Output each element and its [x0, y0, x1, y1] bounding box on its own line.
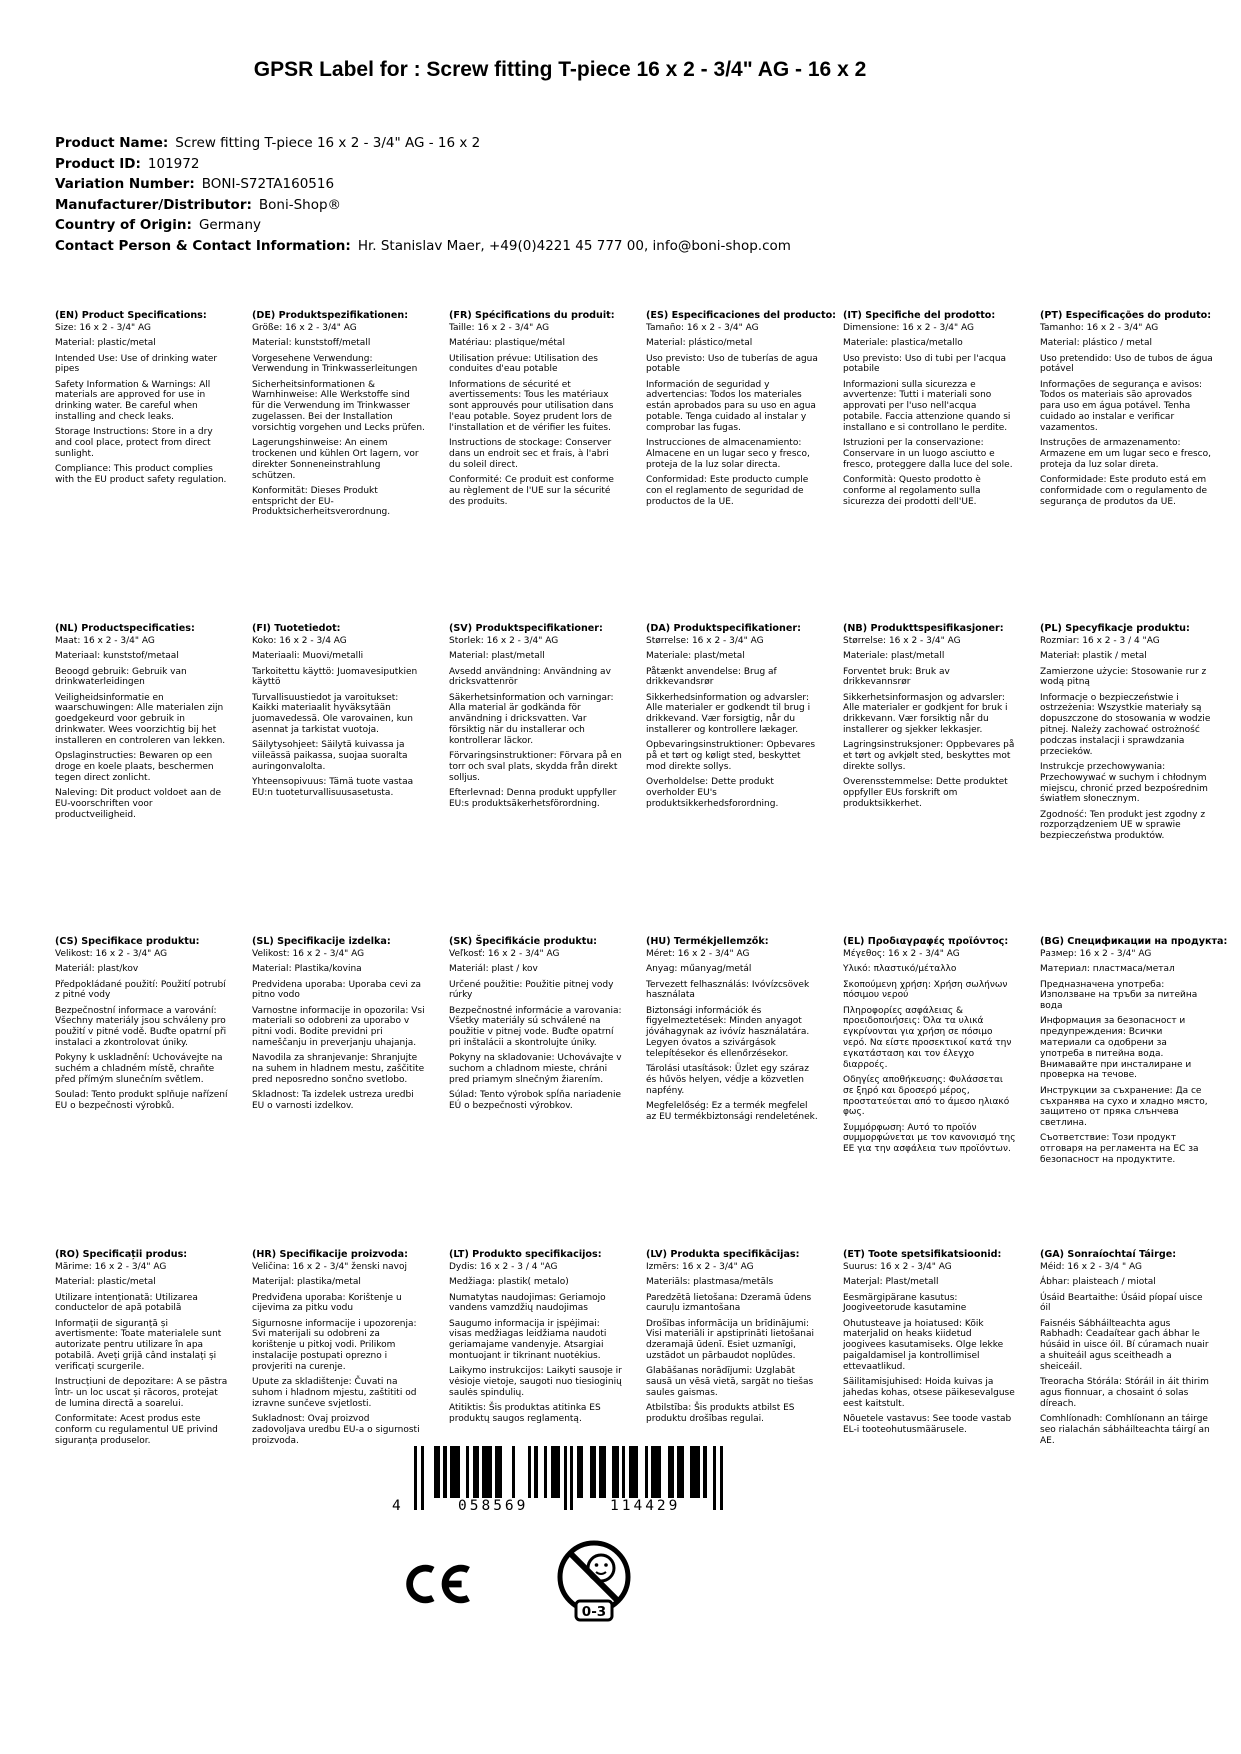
spec-paragraph: Materiale: plast/metall [843, 651, 945, 662]
spec-paragraph: Информация за безопасност и предупреждения: Всички материали са одобрени за употреба в питейна вода. Внимавайте при инсталиране и проверка на течове. [1040, 1016, 1192, 1081]
spec-paragraph: Material: Plastika/kovina [252, 964, 362, 975]
spec-block-heading: (IT) Specifiche del prodotto: [843, 310, 996, 321]
spec-paragraph: Sikkerhedsinformation og advarsler: Alle materialer er godkendt til brug i drikkevand. Vær forsigtig, når du installerer og kontrollere lækager. [646, 692, 811, 736]
spec-paragraph: Materjal: Plast/metall [843, 1277, 939, 1288]
spec-paragraph: Bezpečnostné informácie a varovania: Všetky materiály sú schválené na použitie v pitnej vode. Buďte opatrní pri inštalácii a skontrolujte úniky. [449, 1005, 622, 1049]
spec-block-heading: (EL) Προδιαγραφές προϊόντος: [843, 936, 1009, 947]
spec-paragraph: Instruções de armazenamento: Armazene em um lugar seco e fresco, proteja da luz solar direta. [1040, 438, 1211, 470]
spec-paragraph: Υλικό: πλαστικό/μέταλλο [843, 964, 957, 975]
spec-paragraph: Размер: 16 x 2 - 3/4" AG [1040, 949, 1152, 959]
spec-paragraph: Ohutusteave ja hoiatused: Kõik materjalid on heaks kiidetud joogivees kasutamiseks. Olge lekke paigaldamisel ja kontrollimisel ettevaatlikud. [843, 1318, 1004, 1372]
spec-block-heading: (DE) Produktspezifikationen: [252, 310, 409, 321]
spec-paragraph: Materiál: plast / kov [449, 964, 538, 975]
spec-paragraph: Dimensione: 16 x 2 - 3/4" AG [843, 323, 974, 333]
spec-paragraph: Forventet bruk: Bruk av drikkevannsrør [843, 666, 950, 688]
spec-paragraph: Konformität: Dieses Produkt entspricht der EU-Produktsicherheitsverordnung. [252, 485, 391, 518]
spec-paragraph: Pokyny na skladovanie: Uchovávajte v suchom a chladnom mieste, chráni pred priamym slnečným žiarením. [449, 1053, 622, 1085]
spec-paragraph: Méid: 16 x 2 - 3/4 " AG [1040, 1262, 1142, 1272]
product-info-row [55, 215, 791, 236]
spec-paragraph: Conformitate: Acest produs este conform cu regulamentul UE privind siguranța produselor. [55, 1414, 218, 1446]
spec-paragraph: Avsedd användning: Användning av dricksvattenrör [449, 666, 611, 688]
page-title: GPSR Label for : Screw fitting T-piece 16 x 2 - 3/4" AG - 16 x 2 [253, 58, 867, 81]
spec-paragraph: Istruzioni per la conservazione: Conservare in un luogo asciutto e fresco, proteggere dalla luce del sole. [843, 438, 1013, 470]
spec-paragraph: Lagringsinstruksjoner: Oppbevares på et tørt og avkjølt sted, beskyttes mot direkte sollys. [843, 740, 1015, 772]
product-info-value: Germany [198, 217, 261, 233]
spec-block-heading: (FI) Tuotetiedot: [252, 623, 341, 634]
spec-paragraph: Materiál: plast/kov [55, 964, 139, 975]
ean-barcode [392, 1446, 732, 1526]
spec-paragraph: Materiaali: Muovi/metalli [252, 651, 364, 662]
spec-paragraph: Suurus: 16 x 2 - 3/4" AG [843, 1262, 952, 1272]
language-blocks-grid [55, 310, 1228, 1451]
spec-paragraph: Faisnéis Sábháilteachta agus Rabhadh: Ceadaítear gach ábhar le húsáid in uisce óil. Bí cúramach nuair a shuiteáil agus sceitheadh a sheiceáil. [1040, 1318, 1209, 1372]
spec-block-pl [1040, 623, 1213, 847]
spec-block-sl [252, 936, 425, 1116]
spec-paragraph: Material: plástico / metal [1040, 338, 1152, 349]
spec-paragraph: Πληροφορίες ασφάλειας & προειδοποιήσεις: Όλα τα υλικά εγκρίνονται για χρήση σε πόσιμο νερό. Να είστε προσεκτικοί κατά την εγκατάσταση και τον έλεγχο διαρροές. [843, 1005, 1012, 1070]
spec-paragraph: Tarkoitettu käyttö: Juomavesiputkien käyttö [252, 666, 418, 688]
spec-block-de [252, 310, 425, 523]
spec-block-heading: (LT) Produkto specifikacijos: [449, 1249, 602, 1260]
spec-block-es [646, 310, 837, 512]
spec-paragraph: Skladnost: Ta izdelek ustreza uredbi EU o varnosti izdelkov. [252, 1090, 414, 1112]
spec-block-heading: (ET) Toote spetsifikatsioonid: [843, 1249, 1002, 1260]
spec-block-ro [55, 1249, 228, 1451]
spec-block-nb [843, 623, 1016, 814]
spec-paragraph: Informazioni sulla sicurezza e avvertenze: Tutti i materiali sono approvati per l'uso nell'acqua potabile. Faccia attenzione quando si installano e si controllano le perdite. [843, 379, 1011, 433]
spec-paragraph: Rozmiar: 16 x 2 - 3 / 4 "AG [1040, 636, 1160, 646]
spec-block-heading: (BG) Спецификации на продукта: [1040, 936, 1228, 947]
spec-block-fi [252, 623, 425, 803]
spec-paragraph: Materijal: plastika/metal [252, 1277, 361, 1288]
spec-paragraph: Maat: 16 x 2 - 3/4" AG [55, 636, 155, 646]
spec-paragraph: Förvaringsinstruktioner: Förvara på en torr och sval plats, skydda från direkt solljus. [449, 751, 622, 783]
spec-block-lv [646, 1249, 819, 1429]
spec-paragraph: Materiale: plastica/metallo [843, 338, 963, 349]
spec-block-heading: (EN) Product Specifications: [55, 310, 207, 321]
spec-block-fr [449, 310, 622, 512]
spec-block-heading: (GA) Sonraíochtaí Táirge: [1040, 1249, 1177, 1260]
spec-block-da [646, 623, 819, 814]
spec-paragraph: Conformidade: Este produto está em conformidade com o regulamento de segurança de produtos da UE. [1040, 475, 1208, 507]
spec-paragraph: Storlek: 16 x 2 - 3/4" AG [449, 636, 559, 646]
spec-paragraph: Informações de segurança e avisos: Todos os materiais são aprovados para uso em água potável. Tenha cuidado ao instalar e verificar vazamentos. [1040, 379, 1203, 433]
spec-block-heading: (NL) Productspecificaties: [55, 623, 195, 634]
spec-block-hr [252, 1249, 425, 1451]
spec-paragraph: Koko: 16 x 2 - 3/4 AG [252, 636, 347, 646]
spec-paragraph: Uso previsto: Uso de tuberías de agua potable [646, 353, 818, 375]
barcode-prefix-digit: 4 [392, 1498, 401, 1514]
product-info-row [55, 174, 791, 195]
spec-paragraph: Overensstemmelse: Dette produktet oppfyller EUs forskrift om produktsikkerhet. [843, 777, 1008, 809]
barcode-group-1: 058569 [458, 1498, 529, 1514]
spec-paragraph: Sikkerhetsinformasjon og advarsler: Alle materialer er godkjent for bruk i drikkevann. Vær forsiktig når du installerer og sjekker lekkasjer. [843, 692, 1008, 736]
product-info-row [55, 195, 791, 216]
spec-paragraph: Materiāls: plastmasa/metāls [646, 1277, 774, 1288]
spec-block-nl [55, 623, 228, 825]
spec-paragraph: Größe: 16 x 2 - 3/4" AG [252, 323, 357, 333]
spec-paragraph: Materiał: plastik / metal [1040, 651, 1147, 662]
spec-paragraph: Instrukcje przechowywania: Przechowywać w suchym i chłodnym miejscu, chronić przed bezpośrednim światłem słonecznym. [1040, 761, 1208, 805]
spec-paragraph: Información de seguridad y advertencias: Todos los materiales están aprobados para su uso en agua potable. Tenga cuidado al instalar y comprobar las fugas. [646, 379, 816, 433]
spec-paragraph: Tamanho: 16 x 2 - 3/4" AG [1040, 323, 1159, 333]
spec-paragraph: Sukladnost: Ovaj proizvod zadovoljava uredbu EU-a o sigurnosti proizvoda. [252, 1414, 420, 1446]
spec-paragraph: Drošības informācija un brīdinājumi: Visi materiāli ir apstiprināti lietošanai dzeramajā ūdenī. Esiet uzmanīgi, uzstādot un pārbaudot noplūdes. [646, 1318, 814, 1362]
spec-block-ga [1040, 1249, 1213, 1451]
spec-paragraph: Určené použitie: Použitie pitnej vody rúrky [449, 979, 614, 1001]
spec-block-heading: (SL) Specifikacije izdelka: [252, 936, 391, 947]
spec-paragraph: Upute za skladištenje: Čuvati na suhom i hladnom mjestu, zaštititi od izravne sunčeve svjetlosti. [252, 1377, 417, 1409]
spec-paragraph: Οδηγίες αποθήκευσης: Φυλάσσεται σε ξηρό και δροσερό μέρος, προστατεύεται από το άμεσο ηλιακό φως. [843, 1074, 1010, 1118]
spec-paragraph: Předpokládané použití: Použití potrubí z pitné vody [55, 979, 226, 1001]
spec-paragraph: Intended Use: Use of drinking water pipes [55, 353, 218, 375]
spec-paragraph: Materiaal: kunststof/metaal [55, 651, 179, 662]
spec-paragraph: Инструкции за съхранение: Да се съхранява на сухо и хладно място, защитено от пряка слънчева светлина. [1040, 1085, 1208, 1129]
spec-paragraph: Beoogd gebruik: Gebruik van drinkwaterleidingen [55, 666, 187, 688]
spec-paragraph: Biztonsági információk és figyelmeztetések: Minden anyagot jóváhagynak az ivóvíz használatára. Legyen óvatos a szivárgások telepítésekor és ellenőrzésekor. [646, 1005, 810, 1059]
spec-block-lt [449, 1249, 622, 1429]
spec-paragraph: Eesmärgipärane kasutus: Joogiveetorude kasutamine [843, 1292, 967, 1314]
spec-paragraph: Matériau: plastique/métal [449, 338, 565, 349]
spec-paragraph: Utilisation prévue: Utilisation des conduites d'eau potable [449, 353, 598, 375]
spec-paragraph: Efterlevnad: Denna produkt uppfyller EU:s produktsäkerhetsförordning. [449, 788, 617, 809]
spec-paragraph: Úsáid Beartaithe: Úsáid píopaí uisce óil [1040, 1292, 1203, 1314]
spec-paragraph: Sigurnosne informacije i upozorenja: Svi materijali su odobreni za korištenje u pitkoj vodi. Prilikom instalacije postupati oprezno i provjeriti na curenje. [252, 1318, 417, 1372]
spec-paragraph: Veľkosť: 16 x 2 - 3/4" AG [449, 949, 560, 959]
spec-paragraph: Soulad: Tento produkt splňuje nařízení EU o bezpečnosti výrobků. [55, 1090, 228, 1112]
spec-paragraph: Atbilstība: Šis produkts atbilst ES produktu drošības regulai. [646, 1403, 795, 1425]
spec-block-cs [55, 936, 228, 1116]
barcode-digits [392, 1496, 724, 1514]
spec-block-heading: (DA) Produktspecifikationer: [646, 623, 801, 634]
spec-paragraph: Size: 16 x 2 - 3/4" AG [55, 323, 152, 333]
spec-paragraph: Súlad: Tento výrobok spĺňa nariadenie EÚ o bezpečnosti výrobkov. [449, 1090, 622, 1112]
spec-paragraph: Saugumo informacija ir įspėjimai: visas medžiagas leidžiama naudoti geriamajame vandenyje. Atsargiai montuojant ir tikrinant nuotėkius. [449, 1318, 607, 1362]
spec-paragraph: Vorgesehene Verwendung: Verwendung in Trinkwasserleitungen [252, 353, 418, 375]
barcode-group-2: 114429 [610, 1498, 681, 1514]
product-info-row [55, 133, 791, 154]
spec-paragraph: Predvidena uporaba: Uporaba cevi za pitno vodo [252, 979, 421, 1001]
spec-paragraph: Conformidad: Este producto cumple con el reglamento de seguridad de productos de la UE. [646, 475, 809, 507]
spec-paragraph: Compliance: This product complies with the EU product safety regulation. [55, 464, 227, 486]
spec-paragraph: Opslaginstructies: Bewaren op een droge en koele plaats, beschermen tegen direct zonlicht. [55, 751, 214, 783]
spec-paragraph: Varnostne informacije in opozorila: Vsi materiali so odobreni za uporabo v pitni vodi. Bodite previdni pri nameščanju in preverjanju uhajanja. [252, 1005, 425, 1049]
age-range-label: 0-3 [581, 1604, 607, 1620]
spec-paragraph: Съответствие: Този продукт отговаря на регламента на ЕС за безопасност на продуктите. [1040, 1133, 1199, 1166]
spec-block-el [843, 936, 1016, 1160]
spec-block-sv [449, 623, 622, 814]
spec-paragraph: Informații de siguranță și avertismente: Toate materialele sunt autorizate pentru utilizare în apa potabilă. Aveți grijă când instalați și verificați scurgerile. [55, 1318, 222, 1372]
spec-paragraph: Material: plastic/metal [55, 1277, 156, 1288]
spec-paragraph: Numatytas naudojimas: Geriamojo vandens vamzdžių naudojimas [449, 1292, 606, 1314]
product-info-label: Variation Number: [55, 176, 195, 192]
spec-paragraph: Naleving: Dit product voldoet aan de EU-voorschriften voor productveiligheid. [55, 788, 222, 820]
spec-block-heading: (HU) Termékjellemzők: [646, 936, 769, 947]
spec-paragraph: Material: plastic/metal [55, 338, 156, 349]
spec-paragraph: Izmērs: 16 x 2 - 3/4" AG [646, 1262, 754, 1272]
spec-paragraph: Størrelse: 16 x 2 - 3/4" AG [646, 636, 764, 646]
spec-paragraph: Συμμόρφωση: Αυτό το προϊόν συμμορφώνεται με τον κανονισμό της ΕΕ για την ασφάλεια των προϊόντων. [843, 1122, 1016, 1155]
spec-paragraph: Størrelse: 16 x 2 - 3/4" AG [843, 636, 961, 646]
spec-block-heading: (SV) Produktspecifikationer: [449, 623, 603, 634]
spec-paragraph: Σκοπούμενη χρήση: Χρήση σωλήνων πόσιμου νερού [843, 979, 1008, 1001]
spec-paragraph: Säilitamisjuhised: Hoida kuivas ja jahedas kohas, otsese päikesevalguse eest kaitstult. [843, 1377, 1015, 1409]
spec-paragraph: Material: plast/metall [449, 651, 545, 662]
spec-paragraph: Overholdelse: Dette produkt overholder EU's produktsikkerhedsforordning. [646, 777, 779, 809]
spec-block-heading: (FR) Spécifications du produit: [449, 310, 615, 321]
spec-block-heading: (PL) Specyfikacje produktu: [1040, 623, 1190, 634]
age-warning-0-3-icon [554, 1538, 634, 1626]
spec-paragraph: Uso pretendido: Uso de tubos de água potável [1040, 353, 1213, 375]
spec-paragraph: Uso previsto: Uso di tubi per l'acqua potabile [843, 353, 1007, 375]
spec-paragraph: Предназначена употреба: Използване на тръби за питейна вода [1040, 979, 1198, 1012]
spec-paragraph: Sicherheitsinformationen & Warnhinweise: Alle Werkstoffe sind für die Verwendung im Trinkwasser zugelassen. Bei der Installation vorsichtig vorgehen und Lecks prüfen. [252, 379, 425, 433]
product-info-label: Manufacturer/Distributor: [55, 196, 252, 213]
spec-block-heading: (PT) Especificações do produto: [1040, 310, 1212, 321]
spec-paragraph: Veličina: 16 x 2 - 3/4" ženski navoj [252, 1262, 408, 1272]
spec-paragraph: Storage Instructions: Store in a dry and cool place, protect from direct sunlight. [55, 427, 213, 459]
spec-block-et [843, 1249, 1016, 1440]
spec-paragraph: Megfelelőség: Ez a termék megfelel az EU termékbiztonsági rendeletének. [646, 1101, 818, 1122]
spec-paragraph: Veiligheidsinformatie en waarschuwingen: Alle materialen zijn goedgekeurd voor gebruik in drinkwater. Wees voorzichtig bij het installeren en controleren van lekken. [55, 692, 226, 746]
spec-block-it [843, 310, 1016, 512]
spec-paragraph: Påtænkt anvendelse: Brug af drikkevandsrør [646, 666, 777, 688]
product-info-value: Boni-Shop® [258, 196, 342, 213]
spec-paragraph: Материал: пластмаса/метал [1040, 964, 1175, 975]
spec-paragraph: Tervezett felhasználás: Ivóvízcsövek használata [646, 979, 810, 1001]
product-info-label: Product Name: [55, 135, 169, 151]
product-info-value: Screw fitting T-piece 16 x 2 - 3/4" AG - 16 x 2 [175, 135, 481, 151]
spec-paragraph: Pokyny k uskladnění: Uchovávejte na suchém a chladném místě, chraňte před přímým slunečním světlem. [55, 1053, 223, 1085]
spec-paragraph: Material: kunststoff/metall [252, 338, 371, 349]
spec-paragraph: Zgodność: Ten produkt jest zgodny z rozporządzeniem UE w sprawie bezpieczeństwa produktów. [1040, 809, 1206, 842]
spec-paragraph: Instructions de stockage: Conserver dans un endroit sec et frais, à l'abri du soleil direct. [449, 438, 612, 470]
product-info-value: Hr. Stanislav Maer, +49(0)4221 45 777 00, info@boni-shop.com [357, 237, 791, 254]
spec-paragraph: Yhteensopivuus: Tämä tuote vastaa EU:n tuoteturvallisuusasetusta. [252, 777, 414, 799]
product-info-value: 101972 [147, 155, 200, 172]
spec-block-heading: (ES) Especificaciones del producto: [646, 310, 837, 321]
spec-paragraph: Atitiktis: Šis produktas atitinka ES produktų saugos reglamentą. [449, 1403, 601, 1425]
spec-paragraph: Navodila za shranjevanje: Shranjujte na suhem in hladnem mestu, zaščitite pred neposredno sončno svetlobo. [252, 1053, 425, 1085]
spec-paragraph: Conformità: Questo prodotto è conforme al regolamento sulla sicurezza dei prodotti dell'UE. [843, 475, 981, 507]
product-info-label: Contact Person & Contact Information: [55, 237, 351, 254]
spec-paragraph: Säilytysohjeet: Säilytä kuivassa ja viileässä paikassa, suojaa suoralta auringonvalolta. [252, 740, 408, 772]
spec-paragraph: Turvallisuustiedot ja varoitukset: Kaikki materiaalit hyväksytään juomavedessä. Ole varovainen, kun asennat ja tarkistat vuotoja. [252, 692, 413, 736]
spec-paragraph: Paredzētā lietošana: Dzeramā ūdens cauruļu izmantošana [646, 1292, 812, 1314]
spec-paragraph: Instrucciones de almacenamiento: Almacene en un lugar seco y fresco, proteja de la luz solar directa. [646, 438, 810, 470]
spec-paragraph: Dydis: 16 x 2 - 3 / 4 "AG [449, 1262, 558, 1272]
spec-paragraph: Μέγεθος: 16 x 2 - 3/4" AG [843, 949, 960, 959]
product-info-label: Product ID: [55, 155, 141, 172]
spec-paragraph: Comhlíonadh: Comhlíonann an táirge seo rialachán sábháilteachta táirgí an AE. [1040, 1414, 1210, 1446]
spec-paragraph: Ábhar: plaisteach / miotal [1040, 1277, 1156, 1288]
spec-paragraph: Zamierzone użycie: Stosowanie rur z wodą pitną [1040, 666, 1207, 688]
spec-paragraph: Bezpečnostní informace a varování: Všechny materiály jsou schváleny pro použití v pitné vodě. Buďte opatrní při instalaci a zkontrolovat úniky. [55, 1005, 227, 1049]
product-info-value: BONI-S72TA160516 [201, 176, 335, 192]
spec-block-heading: (HR) Specifikacije proizvoda: [252, 1249, 408, 1260]
spec-block-heading: (SK) Špecifikácie produktu: [449, 936, 598, 947]
spec-paragraph: Tárolási utasítások: Üzlet egy száraz és hűvös helyen, védje a közvetlen napfény. [646, 1064, 809, 1096]
spec-block-hu [646, 936, 819, 1127]
spec-paragraph: Utilizare intenționată: Utilizarea conductelor de apă potabilă [55, 1292, 198, 1314]
spec-block-heading: (RO) Specificații produs: [55, 1249, 188, 1260]
spec-paragraph: Velikost: 16 x 2 - 3/4" AG [55, 949, 168, 959]
product-info-row [55, 154, 791, 175]
spec-block-heading: (NB) Produkttspesifikasjoner: [843, 623, 1004, 634]
spec-paragraph: Medžiaga: plastik( metalo) [449, 1277, 569, 1288]
spec-paragraph: Laikymo instrukcijos: Laikyti sausoje ir vėsioje vietoje, saugoti nuo tiesioginių saulės spindulių. [449, 1366, 622, 1398]
spec-paragraph: Mărime: 16 x 2 - 3/4" AG [55, 1262, 167, 1272]
spec-paragraph: Conformité: Ce produit est conforme au règlement de l'UE sur la sécurité des produits. [449, 475, 614, 507]
spec-block-bg [1040, 936, 1228, 1170]
product-info-row [55, 236, 791, 257]
spec-paragraph: Nõuetele vastavus: See toode vastab EL-i tooteohutusmäärusele. [843, 1414, 1012, 1435]
spec-paragraph: Treoracha Stórála: Stóráil in áit thirim agus fionnuar, a chosaint ó solas díreach. [1040, 1377, 1209, 1409]
product-info [55, 133, 791, 256]
spec-block-heading: (LV) Produkta specifikācijas: [646, 1249, 800, 1260]
spec-paragraph: Safety Information & Warnings: All materials are approved for use in drinking water. Be careful when installing and check leaks. [55, 379, 211, 423]
spec-block-heading: (CS) Specifikace produktu: [55, 936, 200, 947]
spec-paragraph: Informacje o bezpieczeństwie i ostrzeżenia: Wszystkie materiały są dopuszczone do stosowania w wodzie pitnej. Należy zachować ostrożność podczas instalacji i sprawdzania przecieków. [1040, 692, 1211, 757]
spec-paragraph: Velikost: 16 x 2 - 3/4" AG [252, 949, 365, 959]
spec-paragraph: Méret: 16 x 2 - 3/4" AG [646, 949, 750, 959]
spec-paragraph: Informations de sécurité et avertissements: Tous les matériaux sont approuvés pour utilisation dans l'eau potable. Soyez prudent lors de l'installation et de vérifier les fuites. [449, 379, 614, 433]
spec-paragraph: Glabāšanas norādījumi: Uzglabāt sausā un vēsā vietā, sargāt no tiešas saules gaismas. [646, 1366, 814, 1398]
spec-block-pt [1040, 310, 1213, 512]
product-info-label: Country of Origin: [55, 217, 192, 233]
spec-paragraph: Predviđena uporaba: Korištenje u cijevima za pitku vodu [252, 1292, 402, 1314]
spec-paragraph: Material: plástico/metal [646, 338, 753, 349]
spec-block-sk [449, 936, 622, 1116]
spec-paragraph: Anyag: műanyag/metál [646, 964, 752, 975]
ce-marking-icon [406, 1554, 472, 1618]
spec-paragraph: Säkerhetsinformation och varningar: Alla material är godkända för användning i dricksvatten. Var försiktig när du installerar och kontrollerar läckor. [449, 692, 614, 746]
spec-paragraph: Taille: 16 x 2 - 3/4" AG [449, 323, 550, 333]
spec-block-en [55, 310, 228, 490]
spec-paragraph: Tamaño: 16 x 2 - 3/4" AG [646, 323, 759, 333]
spec-paragraph: Materiale: plast/metal [646, 651, 745, 662]
spec-paragraph: Instrucțiuni de depozitare: A se păstra într- un loc uscat și răcoros, protejat de lumina directă a soarelui. [55, 1377, 228, 1409]
spec-paragraph: Lagerungshinweise: An einem trockenen und kühlen Ort lagern, vor direkter Sonneneinstrahlung schützen. [252, 438, 419, 481]
spec-paragraph: Opbevaringsinstruktioner: Opbevares på et tørt og køligt sted, beskyttet mod direkte sollys. [646, 740, 816, 772]
